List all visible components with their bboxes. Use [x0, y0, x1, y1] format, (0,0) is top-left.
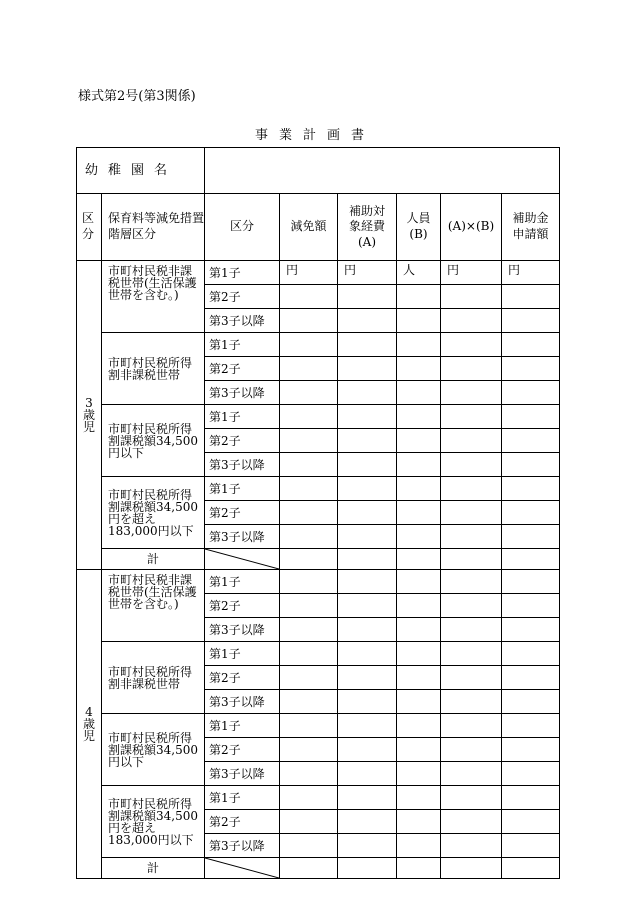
product-cell[interactable] [441, 786, 502, 810]
subsidy-cost-cell[interactable] [338, 381, 397, 405]
product-cell[interactable] [441, 453, 502, 477]
grant-amount-cell[interactable] [502, 429, 560, 453]
child-rank-label: 第2子 [205, 594, 280, 618]
grant-amount-cell[interactable] [502, 618, 560, 642]
exemption-cell[interactable] [280, 618, 338, 642]
product-total-cell[interactable] [441, 549, 502, 570]
grant-amount-cell[interactable] [502, 570, 560, 594]
income-group-label: 市町村民税所得割課税額34,500円以下 [102, 714, 205, 786]
exemption-cell[interactable] [280, 834, 338, 858]
header-subsidy-line: 象経費 [348, 219, 385, 234]
exemption-cell[interactable] [280, 453, 338, 477]
header-sub-kubun: 区分 [205, 194, 280, 261]
exemption-cell[interactable] [280, 762, 338, 786]
subsidy-cost-cell[interactable] [338, 690, 397, 714]
child-rank-label: 第1子 [205, 642, 280, 666]
age-label-char: 歳 [82, 408, 95, 422]
grant-amount-cell[interactable] [502, 309, 560, 333]
grant-amount-cell[interactable] [502, 453, 560, 477]
product-cell[interactable] [441, 834, 502, 858]
product-total-cell[interactable] [441, 858, 502, 879]
child-rank-label: 第2子 [205, 285, 280, 309]
header-layer: 保育料等減免措置階層区分 [102, 194, 205, 261]
header-subsidy-line: 補助対 [348, 203, 385, 218]
exemption-cell[interactable] [280, 594, 338, 618]
subsidy-cost-total-cell[interactable] [338, 549, 397, 570]
table-row [77, 714, 560, 738]
exemption-cell[interactable] [280, 738, 338, 762]
child-rank-label: 第2子 [205, 357, 280, 381]
age-label-char: 児 [82, 420, 95, 434]
income-group-label: 市町村民税所得割非課税世帯 [102, 642, 205, 714]
child-rank-label: 第3子以降 [205, 834, 280, 858]
subsidy-cost-cell[interactable] [338, 429, 397, 453]
child-rank-label: 第2子 [205, 810, 280, 834]
subsidy-cost-cell[interactable] [338, 786, 397, 810]
table-row [77, 261, 560, 285]
child-rank-label: 第3子以降 [205, 525, 280, 549]
persons-cell[interactable] [397, 810, 441, 834]
exemption-cell[interactable] [280, 570, 338, 594]
grant-amount-cell[interactable] [502, 762, 560, 786]
grant-amount-total-cell[interactable] [502, 858, 560, 879]
header-grant-line: 補助金 [512, 211, 549, 226]
persons-cell[interactable] [397, 525, 441, 549]
persons-cell[interactable] [397, 453, 441, 477]
header-row [77, 194, 560, 261]
child-rank-label: 第1子 [205, 714, 280, 738]
subsidy-cost-cell[interactable] [338, 762, 397, 786]
product-cell[interactable] [441, 642, 502, 666]
product-cell[interactable] [441, 666, 502, 690]
age-group-label [77, 261, 102, 570]
persons-total-cell[interactable] [397, 549, 441, 570]
exemption-cell[interactable] [280, 381, 338, 405]
exemption-cell[interactable] [280, 666, 338, 690]
age-label-char: 児 [82, 729, 95, 743]
diagonal-line-icon [205, 858, 279, 878]
persons-cell[interactable] [397, 309, 441, 333]
product-cell[interactable]: 円 [441, 261, 502, 285]
product-cell[interactable] [441, 738, 502, 762]
child-rank-label: 第3子以降 [205, 309, 280, 333]
grant-amount-cell[interactable] [502, 810, 560, 834]
exemption-cell[interactable]: 円 [280, 261, 338, 285]
child-rank-label: 第2子 [205, 501, 280, 525]
product-cell[interactable] [441, 405, 502, 429]
product-cell[interactable] [441, 285, 502, 309]
subsidy-cost-cell[interactable] [338, 405, 397, 429]
total-label: 計 [102, 549, 205, 570]
kindergarten-name-field[interactable] [205, 148, 560, 194]
product-cell[interactable] [441, 570, 502, 594]
subsidy-cost-cell[interactable] [338, 666, 397, 690]
exemption-cell[interactable] [280, 309, 338, 333]
header-subsidy-line: (A) [357, 234, 377, 249]
table-row [77, 786, 560, 810]
grant-amount-cell[interactable] [502, 333, 560, 357]
persons-cell[interactable] [397, 642, 441, 666]
header-persons-line: (B) [409, 227, 428, 241]
header-grant-amount [502, 194, 560, 261]
persons-cell[interactable] [397, 714, 441, 738]
child-rank-label: 第1子 [205, 261, 280, 285]
child-rank-label: 第3子以降 [205, 690, 280, 714]
persons-cell[interactable] [397, 666, 441, 690]
total-row [77, 858, 560, 879]
header-kubun [77, 194, 102, 261]
exemption-cell[interactable] [280, 690, 338, 714]
subsidy-cost-cell[interactable]: 円 [338, 261, 397, 285]
grant-amount-cell[interactable] [502, 357, 560, 381]
child-rank-label: 第2子 [205, 738, 280, 762]
child-rank-label: 第3子以降 [205, 453, 280, 477]
header-subsidy-costs [338, 194, 397, 261]
subsidy-cost-total-cell[interactable] [338, 858, 397, 879]
child-rank-label: 第1子 [205, 405, 280, 429]
product-cell[interactable] [441, 357, 502, 381]
grant-amount-cell[interactable] [502, 525, 560, 549]
income-group-label: 市町村民税所得割課税額34,500円を超え183,000円以下 [102, 786, 205, 858]
product-cell[interactable] [441, 810, 502, 834]
total-diagonal-cell [205, 549, 280, 570]
grant-amount-cell[interactable] [502, 690, 560, 714]
form-number: 様式第2号(第3関係) [78, 89, 196, 104]
child-rank-label: 第3子以降 [205, 762, 280, 786]
product-cell[interactable] [441, 594, 502, 618]
exemption-total-cell[interactable] [280, 549, 338, 570]
header-exemption: 減免額 [280, 194, 338, 261]
child-rank-label: 第1子 [205, 570, 280, 594]
header-grant-line: 申請額 [512, 227, 549, 241]
product-cell[interactable] [441, 501, 502, 525]
persons-cell[interactable] [397, 738, 441, 762]
header-persons-line: 人員 [406, 211, 431, 226]
kindergarten-row [77, 148, 560, 194]
grant-amount-cell[interactable] [502, 594, 560, 618]
grant-amount-cell[interactable] [502, 642, 560, 666]
exemption-cell[interactable] [280, 477, 338, 501]
product-cell[interactable] [441, 690, 502, 714]
header-product: (A)×(B) [441, 194, 502, 261]
child-rank-label: 第1子 [205, 333, 280, 357]
exemption-cell[interactable] [280, 357, 338, 381]
product-cell[interactable] [441, 618, 502, 642]
grant-amount-cell[interactable] [502, 786, 560, 810]
product-cell[interactable] [441, 429, 502, 453]
product-cell[interactable] [441, 333, 502, 357]
grant-amount-cell[interactable] [502, 738, 560, 762]
diagonal-line-icon [205, 549, 279, 569]
subsidy-cost-cell[interactable] [338, 594, 397, 618]
persons-cell[interactable] [397, 786, 441, 810]
persons-cell[interactable] [397, 762, 441, 786]
business-plan-table [76, 147, 560, 879]
grant-amount-cell[interactable] [502, 477, 560, 501]
table-row [77, 642, 560, 666]
subsidy-cost-cell[interactable] [338, 285, 397, 309]
grant-amount-cell[interactable] [502, 714, 560, 738]
document-title: 事業計画書 [254, 128, 375, 143]
income-group-label: 市町村民税所得割課税額34,500円を超え183,000円以下 [102, 477, 205, 549]
subsidy-cost-cell[interactable] [338, 309, 397, 333]
persons-cell[interactable] [397, 357, 441, 381]
grant-amount-cell[interactable] [502, 501, 560, 525]
subsidy-cost-cell[interactable] [338, 738, 397, 762]
exemption-cell[interactable] [280, 642, 338, 666]
subsidy-cost-cell[interactable] [338, 333, 397, 357]
exemption-cell[interactable] [280, 810, 338, 834]
header-kubun-line: 分 [81, 227, 96, 241]
total-diagonal-cell [205, 858, 280, 879]
persons-cell[interactable] [397, 501, 441, 525]
subsidy-cost-cell[interactable] [338, 525, 397, 549]
exemption-cell[interactable] [280, 285, 338, 309]
subsidy-cost-cell[interactable] [338, 501, 397, 525]
exemption-cell[interactable] [280, 501, 338, 525]
age-group-label [77, 570, 102, 879]
subsidy-cost-cell[interactable] [338, 642, 397, 666]
exemption-cell[interactable] [280, 714, 338, 738]
income-group-label: 市町村民税所得割課税額34,500円以下 [102, 405, 205, 477]
total-label: 計 [102, 858, 205, 879]
subsidy-cost-cell[interactable] [338, 618, 397, 642]
persons-cell[interactable]: 人 [397, 261, 441, 285]
persons-cell[interactable] [397, 333, 441, 357]
child-rank-label: 第2子 [205, 666, 280, 690]
grant-amount-cell[interactable] [502, 405, 560, 429]
subsidy-cost-cell[interactable] [338, 714, 397, 738]
persons-cell[interactable] [397, 618, 441, 642]
table-row [77, 477, 560, 501]
child-rank-label: 第3子以降 [205, 618, 280, 642]
income-group-label: 市町村民税非課税世帯(生活保護世帯を含む。) [102, 570, 205, 642]
grant-amount-cell[interactable]: 円 [502, 261, 560, 285]
age-label-char: 4 [85, 705, 93, 719]
child-rank-label: 第2子 [205, 429, 280, 453]
age-label-char: 歳 [82, 717, 95, 731]
persons-cell[interactable] [397, 429, 441, 453]
exemption-cell[interactable] [280, 525, 338, 549]
persons-cell[interactable] [397, 381, 441, 405]
kindergarten-name-label: 幼稚園名 [77, 148, 205, 194]
product-cell[interactable] [441, 309, 502, 333]
grant-amount-total-cell[interactable] [502, 549, 560, 570]
exemption-cell[interactable] [280, 333, 338, 357]
total-row [77, 549, 560, 570]
persons-cell[interactable] [397, 405, 441, 429]
subsidy-cost-cell[interactable] [338, 357, 397, 381]
income-group-label: 市町村民税所得割非課税世帯 [102, 333, 205, 405]
grant-amount-cell[interactable] [502, 381, 560, 405]
persons-cell[interactable] [397, 570, 441, 594]
header-persons [397, 194, 441, 261]
income-group-label: 市町村民税非課税世帯(生活保護世帯を含む。) [102, 261, 205, 333]
exemption-cell[interactable] [280, 405, 338, 429]
persons-cell[interactable] [397, 285, 441, 309]
table-row [77, 405, 560, 429]
exemption-total-cell[interactable] [280, 858, 338, 879]
persons-cell[interactable] [397, 690, 441, 714]
subsidy-cost-cell[interactable] [338, 477, 397, 501]
grant-amount-cell[interactable] [502, 666, 560, 690]
persons-cell[interactable] [397, 834, 441, 858]
grant-amount-cell[interactable] [502, 834, 560, 858]
product-cell[interactable] [441, 477, 502, 501]
subsidy-cost-cell[interactable] [338, 453, 397, 477]
grant-amount-cell[interactable] [502, 285, 560, 309]
child-rank-label: 第3子以降 [205, 381, 280, 405]
persons-total-cell[interactable] [397, 858, 441, 879]
product-cell[interactable] [441, 381, 502, 405]
age-label-char: 3 [85, 396, 93, 410]
subsidy-cost-cell[interactable] [338, 570, 397, 594]
product-cell[interactable] [441, 762, 502, 786]
product-cell[interactable] [441, 714, 502, 738]
child-rank-label: 第1子 [205, 477, 280, 501]
subsidy-cost-cell[interactable] [338, 810, 397, 834]
persons-cell[interactable] [397, 477, 441, 501]
persons-cell[interactable] [397, 594, 441, 618]
exemption-cell[interactable] [280, 429, 338, 453]
table-row [77, 333, 560, 357]
child-rank-label: 第1子 [205, 786, 280, 810]
subsidy-cost-cell[interactable] [338, 834, 397, 858]
product-cell[interactable] [441, 525, 502, 549]
header-kubun-line: 区 [81, 211, 96, 226]
exemption-cell[interactable] [280, 786, 338, 810]
table-row [77, 570, 560, 594]
